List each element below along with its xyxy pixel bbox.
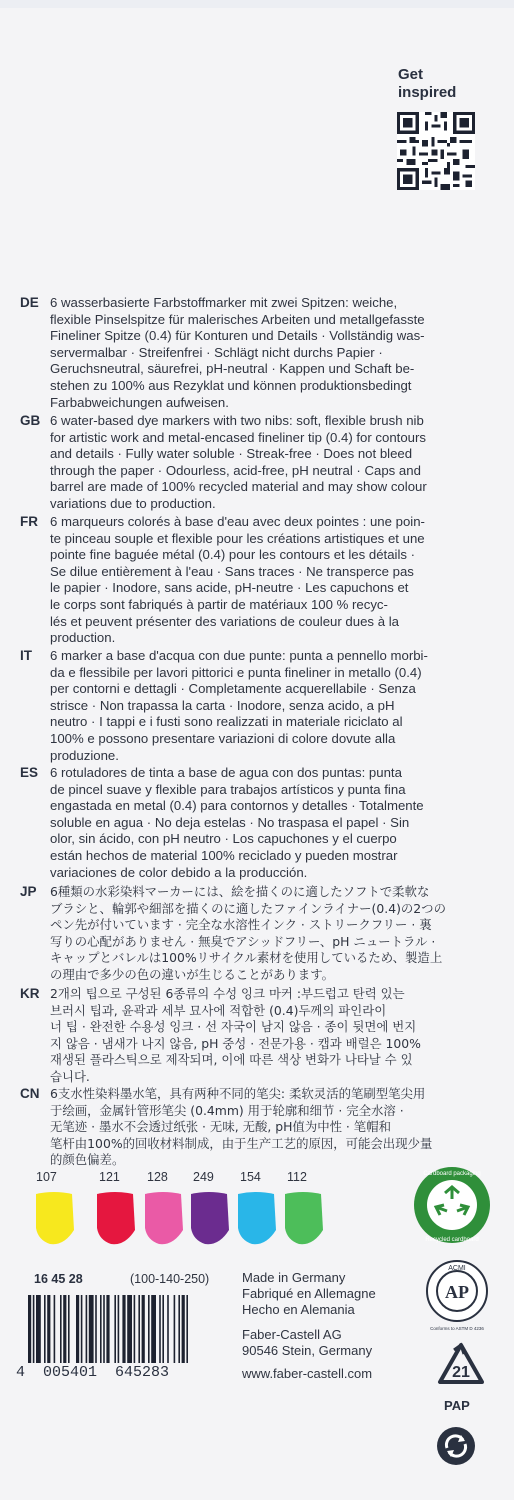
get-inspired-label: Get inspired: [398, 66, 457, 101]
recycle-text-bottom: Recycled cardboard: [425, 1237, 479, 1243]
acmi-center: AP: [445, 1282, 469, 1302]
swatch-number: 128: [147, 1170, 168, 1184]
swatch-stroke: [191, 1192, 229, 1244]
article-number: 16 45 28: [34, 1272, 83, 1286]
lang-text: 6 marqueurs colorés à base d'eau avec deux pointes : une poin- te pinceau souple et flexible pour les créations artistiques et une pointe fine baguée métal (0.4) pour les contours et les détails · Se dilue entièrement à l'eau · Sans traces · Ne transperce pas le papier · Inodore, sans acide, pH-neutre · Les capuchons et le corps sont fabriqués à partir de matériaux 100 % recyc- lés et peuvent présenter des variations de couleur dues à la production.: [50, 514, 425, 646]
acmi-top: ACMI: [448, 1265, 466, 1272]
lang-code: ES: [20, 765, 39, 780]
lang-code: CN: [20, 1086, 40, 1101]
swatch-number: 249: [193, 1170, 214, 1184]
lang-text: 6種類の水彩染料マーカーには、絵を描くのに適したソフトで柔軟な ブラシと、輪郭や細部を描くのに適したファインライナー(0.4)の2つの ペン先が付いています · 完全な水溶性インク · ストリークフリー · 裏 写りの心配がありません · 無臭でアシッドフリー、pH ニュートラル · キャップとバレルは100%リサイクル素材を使用しているため、製造上 の理由で多少の色の違いが生じることがあります。: [50, 884, 446, 982]
lang-code: KR: [20, 986, 40, 1001]
lang-text: 6支水性染料墨水笔，具有两种不同的笔尖: 柔软灵活的笔刷型笔尖用 于绘画，金属针管形笔尖 (0.4mm) 用于轮廓和细节 · 完全水溶 · 无笔迹 · 墨水不会透过纸张 · 无味, 无酸, pH值为中性 · 笔帽和 笔杆由100%的回收材料制成，由于生产工艺的原因，可能会出现少量 的颜色偏差。: [50, 1086, 433, 1168]
lang-text: 6 water-based dye markers with two nibs: soft, flexible brush nib for artistic work and metal-encased fineliner tip (0.4) for contours and details · Fully water soluble · Streak-free · Does not bleed through the paper · Odourless, acid-free, pH neutral · Caps and barrel are made of 100% recycled material and may show colour variations due to production.: [50, 413, 427, 511]
swatch-number: 112: [287, 1170, 307, 1184]
swatch-stroke: [97, 1192, 135, 1244]
lang-text: 6 rotuladores de tinta a base de agua con dos puntas: punta de pincel suave y flexible para trabajos artísticos y punta fina engastada en metal (0.4) para contornos y detalles · Totalmente soluble en agua · No deja estelas · No traspasa el papel · Sin olor, sin ácido, con pH neutro · Los capuchones y el cuerpo están hechos de material 100% reciclado y pueden mostrar variaciones de color debido a la producción.: [50, 765, 424, 880]
acmi-bottom: Conforms to ASTM D 4236: [430, 1326, 484, 1331]
recycle-text-top: Cardboard packaging: [423, 1171, 481, 1177]
website: www.faber-castell.com: [242, 1366, 373, 1381]
acmi-ap-badge: [420, 1258, 494, 1332]
lang-text: 2개의 팁으로 구성된 6종류의 수성 잉크 마커 :부드럽고 탄력 있는 브러시 팁과, 윤곽과 세부 묘사에 적합한 (0.4)두께의 파인라이 너 팁 · 완전한 수용성 잉크 · 선 자국이 남지 않음 · 종이 뒷면에 번지 지 않음 · 냄새가 나지 않음, pH 중성 · 전문가용 · 캡과 배럴은 100% 재생된 플라스틱으로 제작되며, 이에 따른 색상 변화가 나타날 수 있 습니다.: [50, 986, 421, 1084]
made-in: Made in Germany Fabriqué en Allemagne Hecho en Alemania: [242, 1270, 376, 1317]
lang-code: DE: [20, 295, 39, 310]
swatch-stroke: [145, 1192, 183, 1244]
swatch-stroke: [36, 1192, 74, 1244]
company-address: Faber-Castell AG 90546 Stein, Germany: [242, 1327, 373, 1358]
variant-code: (100-140-250): [130, 1272, 210, 1286]
top-strip: [0, 0, 514, 8]
pap-recycle-icon: [428, 1340, 494, 1398]
qr-code: [397, 112, 475, 190]
barcode-digits: 4 005401 645283: [16, 1364, 170, 1381]
swatch-number: 121: [99, 1170, 120, 1184]
lang-code: FR: [20, 514, 38, 529]
swatch-stroke: [285, 1192, 323, 1244]
pap-number: 21: [452, 1364, 470, 1381]
lang-code: IT: [20, 648, 32, 663]
recycled-cardboard-badge: [412, 1165, 492, 1245]
lang-code: JP: [20, 884, 37, 899]
swatch-strokes: [0, 1190, 340, 1250]
lang-code: GB: [20, 413, 41, 428]
swatch-number: 107: [36, 1170, 57, 1184]
lang-text: 6 wasserbasierte Farbstoffmarker mit zwei Spitzen: weiche, flexible Pinselspitze für malerisches Arbeiten und metallgefasste Fineliner Spitze (0.4) für Konturen und Details · Vollständig was- servermalbar · Streifenfrei · Schlägt nicht durchs Papier · Geruchsneutral, säurefrei, pH-neutral · Kappen und Schaft be- stehen zu 100% aus Rezyklat und können produktionsbedingt Farbabweichungen aufweisen.: [50, 295, 425, 410]
barcode: [28, 1295, 228, 1363]
swatch-stroke: [238, 1192, 276, 1244]
swatch-number: 154: [240, 1170, 261, 1184]
circular-recycle-icon: [436, 1426, 476, 1466]
lang-text: 6 marker a base d'acqua con due punte: punta a pennello morbi- da e flessibile per lavori pittorici e punta fineliner in metallo (0.4) per contorni e dettagli · Completamente acquerellabile · Senza strisce · Non trapassa la carta · Inodore, senza acido, a pH neutro · I tappi e i fusti sono realizzati in materiale riciclato al 100% e possono presentare variazioni di colore dovute alla produzione.: [50, 648, 428, 763]
pap-label: PAP: [444, 1398, 470, 1413]
